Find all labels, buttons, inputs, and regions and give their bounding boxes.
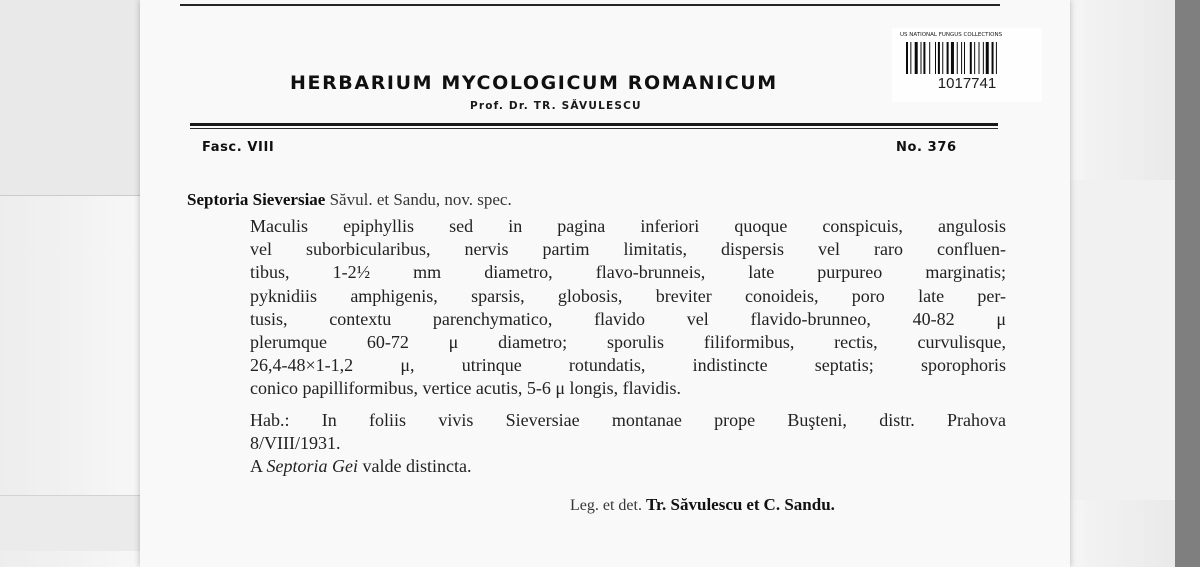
habitat-line: 8/VIII/1931. [250, 433, 341, 454]
description-line: pyknidiis amphigenis, sparsis, globosis, breviter conoideis, poro late per- [250, 285, 1006, 306]
barcode-bar [961, 42, 962, 74]
header-rule [190, 123, 998, 126]
barcode-bar [921, 42, 922, 74]
barcode-bar [970, 42, 972, 74]
herbarium-title: HERBARIUM MYCOLOGICUM ROMANICUM [290, 72, 778, 94]
description-line: conico papilliformibus, vertice acutis, 5-6 μ longis, flavidis. [250, 378, 682, 399]
envelope-flap-top-left [0, 0, 140, 196]
barcode-number: 1017741 [937, 75, 997, 92]
barcode-bar [923, 42, 925, 74]
background-strip [1175, 0, 1200, 567]
barcode-bar [910, 42, 911, 74]
barcode-bar [992, 42, 994, 74]
note-prefix: A [250, 456, 267, 476]
envelope-flap-bottom-left [0, 495, 150, 551]
note-suffix: valde distincta. [358, 456, 472, 476]
barcode-bar [979, 42, 980, 74]
habitat-line: Hab.: In foliis vivis Sieversiae montanae prope Buşteni, distr. Prahova [250, 410, 1006, 430]
barcode-bar [957, 42, 958, 74]
barcode-bar [929, 42, 930, 74]
barcode-bar [986, 42, 989, 74]
barcode-caption: US NATIONAL FUNGUS COLLECTIONS [900, 32, 1003, 38]
collector-conjunction: et [746, 495, 760, 514]
collector-prefix: Leg. et det. [570, 497, 642, 514]
header-rule-thin [190, 128, 998, 129]
barcode-bar [915, 42, 918, 74]
barcode-bar [964, 42, 965, 74]
barcode-bar [942, 42, 943, 74]
envelope-flap-right [1065, 180, 1176, 500]
barcode-bar [996, 42, 997, 74]
description-line: tibus, 1-2½ mm diametro, flavo-brunneis, late purpureo marginatis; [250, 262, 1006, 283]
species-description [250, 215, 1006, 401]
description-line: plerumque 60-72 μ diametro; sporulis filiformibus, rectis, curvulisque, [250, 332, 1006, 353]
note-species: Septoria Gei [266, 456, 359, 476]
description-line: tusis, contextu parenchymatico, flavido vel flavido-brunneo, 40-82 μ [250, 308, 1006, 329]
description-line: Maculis epiphyllis sed in pagina inferiori quoque conspicuis, angulosis [250, 216, 1006, 236]
herbarium-label [140, 0, 1070, 567]
barcode-bar [974, 42, 975, 74]
herbarium-subtitle: Prof. Dr. TR. SĂVULESCU [470, 100, 642, 112]
habitat [250, 409, 1006, 455]
description-line: 26,4-48×1-1,2 μ, utrinque rotundatis, indistincte septatis; sporophoris [250, 355, 1006, 376]
barcode-label [892, 28, 1042, 102]
collector-name-1: Tr. Săvulescu [645, 495, 743, 514]
collector-name-2: C. Sandu. [763, 495, 835, 514]
collector-line [570, 495, 835, 515]
barcode-bar [947, 42, 949, 74]
specimen-number: No. 376 [896, 140, 957, 155]
species-line [187, 190, 512, 210]
description-line: vel suborbicularibus, nervis partim limitatis, dispersis vel raro confluen- [250, 239, 1006, 260]
barcode-bar [983, 42, 984, 74]
barcode-icon [906, 42, 1028, 74]
comparison-note [250, 456, 471, 477]
species-name: Septoria Sieversiae [187, 190, 326, 209]
barcode-bar [906, 42, 908, 74]
barcode-bar [938, 42, 940, 74]
top-rule [180, 4, 1000, 6]
fascicle-number: Fasc. VIII [202, 140, 275, 155]
species-authority: Săvul. et Sandu, nov. spec. [329, 190, 512, 209]
barcode-bar [935, 42, 936, 74]
barcode-bar [951, 42, 954, 74]
